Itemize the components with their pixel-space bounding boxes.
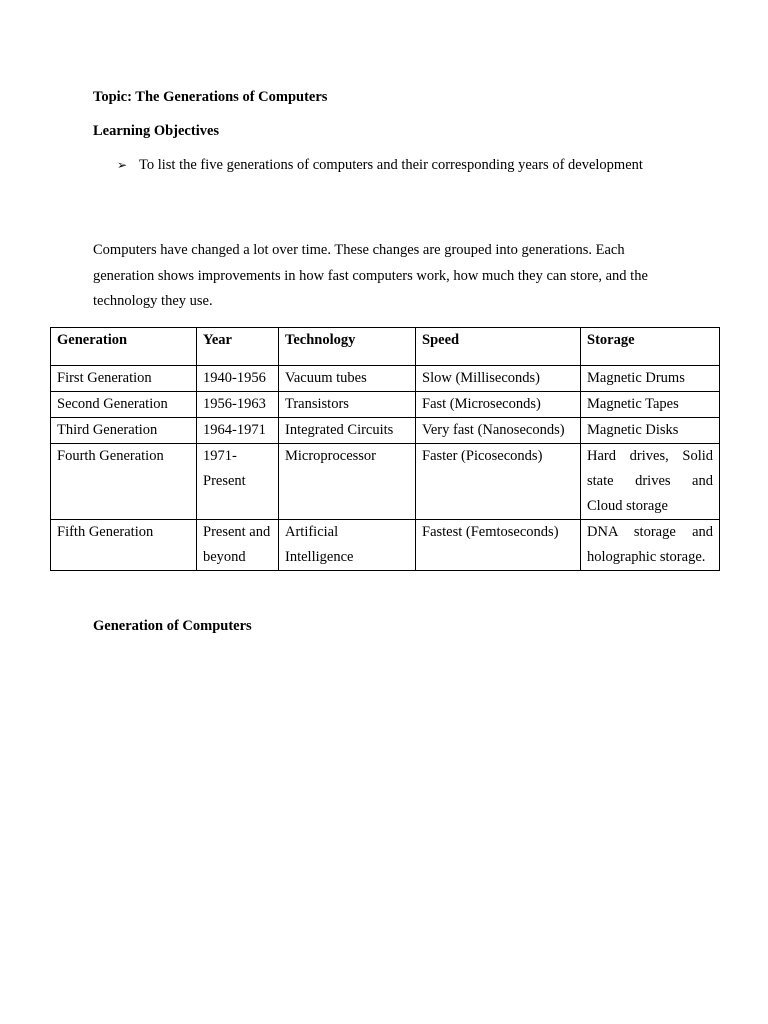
cell-storage: Magnetic Disks [581, 418, 720, 444]
cell-speed: Faster (Picoseconds) [416, 444, 581, 520]
cell-technology: Integrated Circuits [279, 418, 416, 444]
cell-year: 1964-1971 [197, 418, 279, 444]
cell-year: 1956-1963 [197, 392, 279, 418]
cell-speed: Slow (Milliseconds) [416, 366, 581, 392]
cell-technology: Vacuum tubes [279, 366, 416, 392]
objective-text: To list the five generations of computers and their corresponding years of development [139, 157, 643, 173]
objective-list-item [117, 153, 674, 179]
cell-technology: Artificial Intelligence [279, 520, 416, 571]
header-technology: Technology [279, 328, 416, 366]
table-row [51, 366, 720, 392]
topic-heading: Topic: The Generations of Computers [93, 89, 328, 105]
cell-storage: Magnetic Tapes [581, 392, 720, 418]
cell-speed: Fast (Microseconds) [416, 392, 581, 418]
cell-year: Present and beyond [197, 520, 279, 571]
cell-generation: Third Generation [51, 418, 197, 444]
learning-objectives-heading: Learning Objectives [93, 123, 220, 139]
cell-storage: DNA storage and holographic storage. [581, 520, 720, 571]
table-row [51, 418, 720, 444]
table-row [51, 520, 720, 571]
cell-generation: Fourth Generation [51, 444, 197, 520]
cell-generation: Fifth Generation [51, 520, 197, 571]
header-generation: Generation [51, 328, 197, 366]
cell-generation: Second Generation [51, 392, 197, 418]
cell-storage: Hard drives, Solid state drives and Cloud storage [581, 444, 720, 520]
cell-generation: First Generation [51, 366, 197, 392]
header-storage: Storage [581, 328, 720, 366]
arrow-bullet-icon: ➢ [117, 158, 128, 172]
table-header-row [51, 328, 720, 366]
generations-table [50, 327, 720, 571]
intro-paragraph: Computers have changed a lot over time. These changes are grouped into generations. Each generation shows improvements in how fast computers work, how much they can store, and the technology they use. [93, 242, 648, 309]
table-row [51, 444, 720, 520]
cell-technology: Transistors [279, 392, 416, 418]
header-year: Year [197, 328, 279, 366]
cell-storage: Magnetic Drums [581, 366, 720, 392]
cell-speed: Fastest (Femtoseconds) [416, 520, 581, 571]
cell-year: 1971-Present [197, 444, 279, 520]
table-row [51, 392, 720, 418]
cell-year: 1940-1956 [197, 366, 279, 392]
cell-speed: Very fast (Nanoseconds) [416, 418, 581, 444]
header-speed: Speed [416, 328, 581, 366]
table-caption: Generation of Computers [93, 618, 252, 634]
cell-technology: Microprocessor [279, 444, 416, 520]
